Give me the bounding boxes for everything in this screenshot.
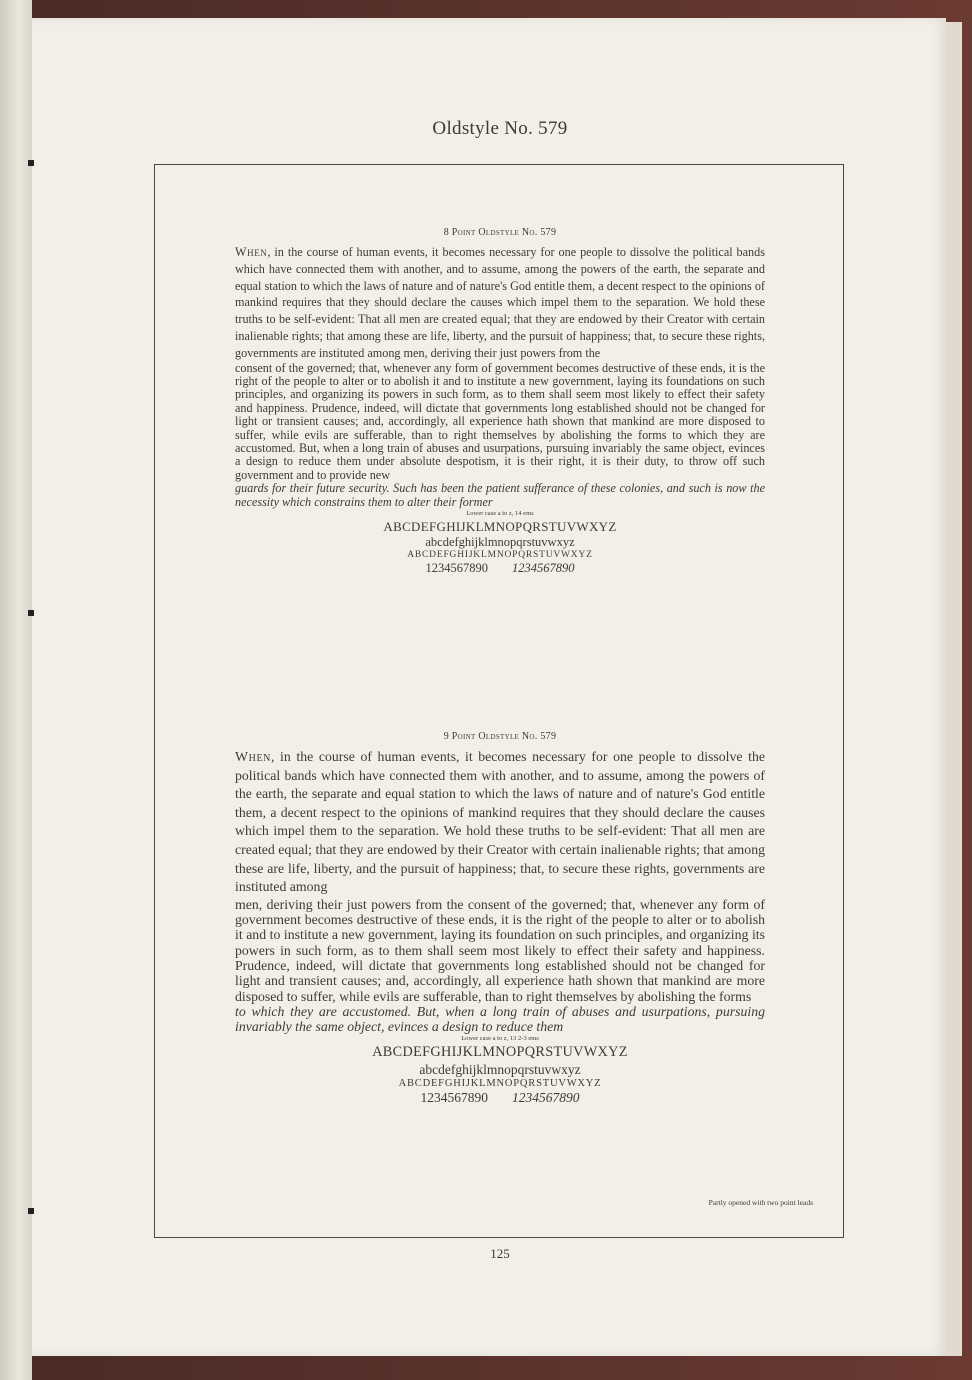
page-number: 125 — [490, 1246, 510, 1261]
book-page — [26, 18, 946, 1356]
open-paragraph — [235, 244, 765, 362]
lead-word: When — [235, 245, 268, 259]
leading-footnote: Partly opened with two point leads — [708, 1198, 813, 1207]
small-caps-alphabet: ABCDEFGHIJKLMNOPQRSTUVWXYZ — [398, 1077, 602, 1089]
small-caps-alphabet: ABCDEFGHIJKLMNOPQRSTUVWXYZ — [407, 549, 593, 560]
facing-page-edge — [0, 0, 32, 1380]
binding-stitch-mark — [28, 1208, 34, 1214]
italic-figures: 1234567890 — [512, 1090, 580, 1106]
capitals-alphabet: ABCDEFGHIJKLMNOPQRSTUVWXYZ — [383, 519, 617, 535]
binding-stitch-mark — [28, 160, 34, 166]
figures: 1234567890 — [420, 1090, 488, 1106]
binding-stitch-mark — [28, 610, 34, 616]
solid-paragraph: consent of the governed; that, whenever any form of government becomes destructive of these ends, it is the right of the people to alter or to abolish it and to institute a new government, laying its foundations on such principles, and organizing its powers in such form, as to them shall seem most likely to effect their safety and happiness. Prudence, indeed, will dictate that governments long established should not be changed for light or transient causes; and, accordingly, all experience hath shown that mankind are more disposed to suffer, while evils are sufferable, than to right themselves by abolishing the forms to which they are accustomed. But, when a long train of abuses and usurpations, pursuing invariably the same object, evinces a design to reduce them under absolute despotism, it is their right, it is their duty, to throw off such government and to provide new — [235, 360, 765, 482]
lowercase-alphabet: abcdefghijklmnopqrstuvwxyz — [419, 1061, 581, 1077]
figures: 1234567890 — [425, 561, 488, 576]
page-title: Oldstyle No. 579 — [432, 118, 568, 139]
solid-paragraph: men, deriving their just powers from the consent of the governed; that, whenever any form of government becomes destructive of these ends, it is the right of the people to alter or to abolish it and to institute a new government, laying its foundation on such principles, and organizing its powers in such form, as to them shall seem most likely to effect their safety and happiness. Prudence, indeed, will dictate that governments long established should not be changed for light and transient causes; and, accordingly, all experience hath shown that mankind are more disposed to suffer, while evils are sufferable, than to right themselves by abolishing the forms — [235, 896, 765, 1004]
lowercase-note: Lower case a to z, 14 ems — [466, 510, 534, 518]
figures-line — [235, 561, 765, 576]
open-paragraph — [235, 748, 765, 897]
italic-paragraph: guards for their future security. Such has been the patient sufferance of these colonies, and such is now the necessity which constrains them to alter their former — [235, 481, 765, 509]
italic-paragraph: to which they are accustomed. But, when a long train of abuses and usurpations, pursuing invariably the same object, evinces a design to reduce them — [235, 1003, 765, 1035]
specimen-frame — [154, 164, 844, 1238]
figures-line — [235, 1090, 765, 1106]
capitals-alphabet: ABCDEFGHIJKLMNOPQRSTUVWXYZ — [372, 1044, 628, 1061]
section-heading: 9 Point Oldstyle No. 579 — [443, 731, 557, 742]
italic-figures: 1234567890 — [512, 561, 575, 576]
lead-word: When — [235, 749, 271, 764]
open-text: , in the course of human events, it becomes necessary for one people to dissolve the political bands which have connected them with another, and to assume, among the powers of the earth, the separate and equal station to which the laws of nature and of nature's God entitle them, a decent respect to the opinions of mankind requires that they should declare the causes which impel them to the separation. We hold these truths to be self-evident: That all men are created equal; that they are endowed by their Creator with certain inalienable rights; that among these are life, liberty, and the pursuit of happiness; that, to secure these rights, governments are instituted among — [235, 749, 765, 895]
lowercase-alphabet: abcdefghijklmnopqrstuvwxyz — [425, 534, 575, 549]
lowercase-note: Lower case a to z, 13 2-3 ems — [461, 1035, 539, 1043]
specimen-9-point — [235, 731, 765, 1107]
section-heading: 8 Point Oldstyle No. 579 — [443, 227, 557, 238]
specimen-8-point — [235, 227, 765, 576]
open-text: , in the course of human events, it becomes necessary for one people to dissolve the political bands which have connected them with another, and to assume, among the powers of the earth, the separate and equal station to which the laws of nature and of nature's God entitle them, a decent respect to the opinions of mankind requires that they should declare the causes which impel them to the separation. We hold these truths to be self-evident: That all men are created equal; that they are endowed by their Creator with certain inalienable rights; that among these are life, liberty, and the pursuit of happiness; that, to secure these rights, governments are instituted among men, deriving their just powers from the — [235, 245, 765, 360]
